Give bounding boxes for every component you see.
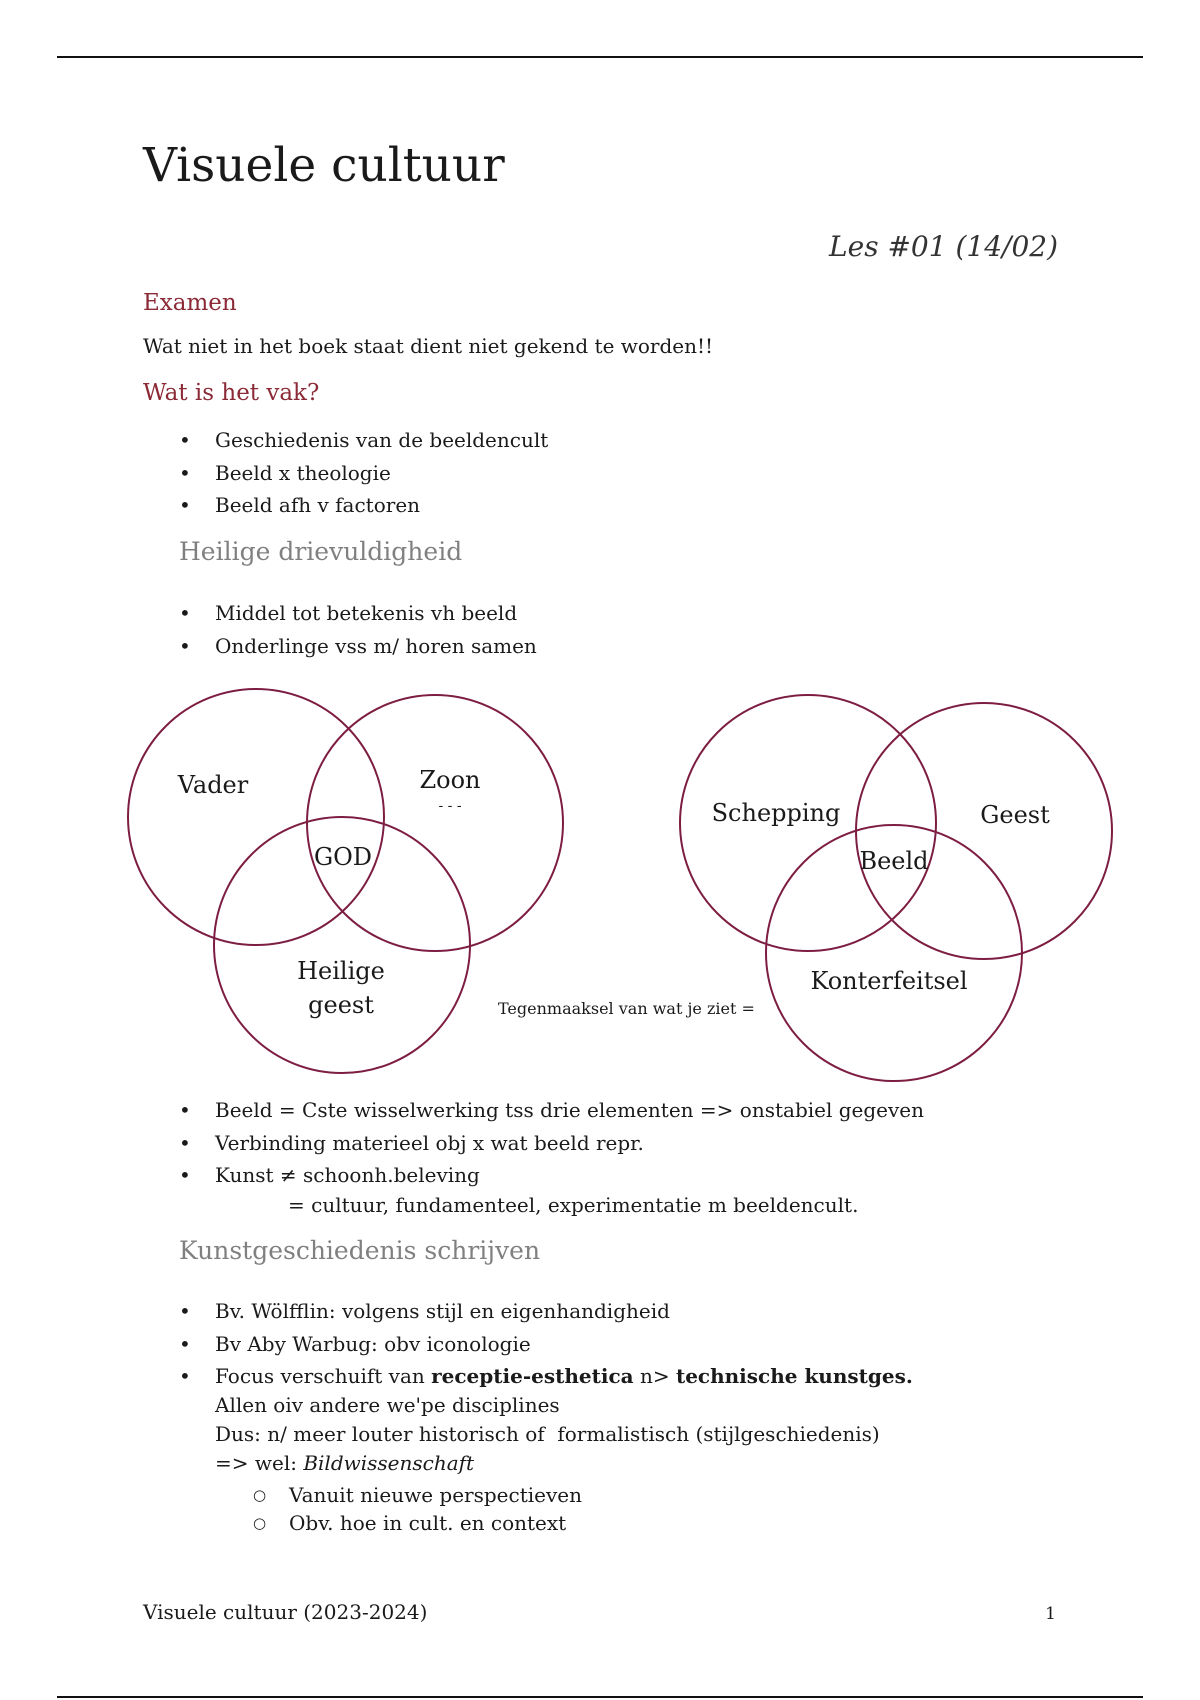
list-item: • Bv Aby Warbug: obv iconologie	[179, 1328, 913, 1361]
list-item: • Beeld = Cste wisselwerking tss drie elementen => onstabiel gegeven	[179, 1094, 924, 1127]
list-item: • Bv. Wölfflin: volgens stijl en eigenhandigheid	[179, 1295, 913, 1328]
venn-diagrams	[0, 675, 1200, 1095]
label-vader: Vader	[177, 771, 249, 799]
list-item-focus	[179, 1360, 913, 1393]
label-god: GOD	[313, 843, 373, 871]
focus-text-mid: n>	[633, 1364, 676, 1388]
kunst-continuation: = cultuur, fundamenteel, experimentatie m beeldencult.	[288, 1193, 859, 1217]
perspectieven-sublist	[253, 1481, 582, 1537]
lesson-label: Les #01 (14/02)	[829, 230, 1058, 263]
label-zoon-dash: - - -	[438, 798, 462, 814]
page-number: 1	[1045, 1604, 1056, 1624]
footer-course: Visuele cultuur (2023-2024)	[143, 1600, 428, 1624]
heading-kunstgeschiedenis: Kunstgeschiedenis schrijven	[179, 1236, 541, 1265]
list-item: • Middel tot betekenis vh beeld	[179, 597, 537, 630]
heading-wat-is-het-vak: Wat is het vak?	[143, 380, 320, 406]
heading-examen: Examen	[143, 290, 237, 316]
examen-text: Wat niet in het boek staat dient niet gekend te worden!!	[143, 334, 714, 358]
focus-bold-receptie: receptie-esthetica	[431, 1364, 634, 1388]
page-title: Visuele cultuur	[143, 138, 505, 193]
focus-text-pre: Focus verschuift van	[215, 1364, 432, 1388]
label-konterfeitsel: Konterfeitsel	[810, 967, 968, 995]
top-rule	[57, 56, 1143, 58]
sub-list-item: ○ Obv. hoe in cult. en context	[253, 1509, 582, 1537]
circle-geest	[856, 703, 1112, 959]
wel-prefix: => wel:	[215, 1451, 304, 1475]
vak-list	[179, 424, 548, 522]
focus-bold-technische: technische kunstges.	[675, 1364, 913, 1388]
kunstgeschiedenis-list	[179, 1295, 913, 1393]
label-geest: geest	[308, 991, 374, 1019]
label-geest-right: Geest	[980, 801, 1050, 829]
sub-list-item: ○ Vanuit nieuwe perspectieven	[253, 1481, 582, 1509]
allen-line: Allen oiv andere we'pe disciplines	[215, 1393, 560, 1417]
annotation-tegenmaaksel: Tegenmaaksel van wat je ziet =	[498, 999, 755, 1018]
list-item: • Geschiedenis van de beeldencult	[179, 424, 548, 457]
label-heilige: Heilige	[297, 957, 385, 985]
list-item: • Verbinding materieel obj x wat beeld repr.	[179, 1127, 924, 1160]
wel-line	[215, 1451, 474, 1475]
beeld-diagram	[680, 695, 1112, 1081]
list-item: • Kunst ≠ schoonh.beleving	[179, 1159, 924, 1192]
bildwissenschaft: Bildwissenschaft	[303, 1451, 475, 1475]
label-beeld: Beeld	[859, 847, 929, 875]
heading-heilige-drievuldigheid: Heilige drievuldigheid	[179, 537, 463, 566]
list-item: • Onderlinge vss m/ horen samen	[179, 630, 537, 663]
beeld-list	[179, 1094, 924, 1192]
circle-zoon	[307, 695, 563, 951]
bottom-rule	[57, 1696, 1143, 1698]
dus-line: Dus: n/ meer louter historisch of formalistisch (stijlgeschiedenis)	[215, 1422, 880, 1446]
label-schepping: Schepping	[711, 799, 841, 827]
drievuldigheid-list	[179, 597, 537, 662]
list-item: • Beeld afh v factoren	[179, 489, 548, 522]
list-item: • Beeld x theologie	[179, 457, 548, 490]
label-zoon: Zoon	[419, 766, 481, 794]
